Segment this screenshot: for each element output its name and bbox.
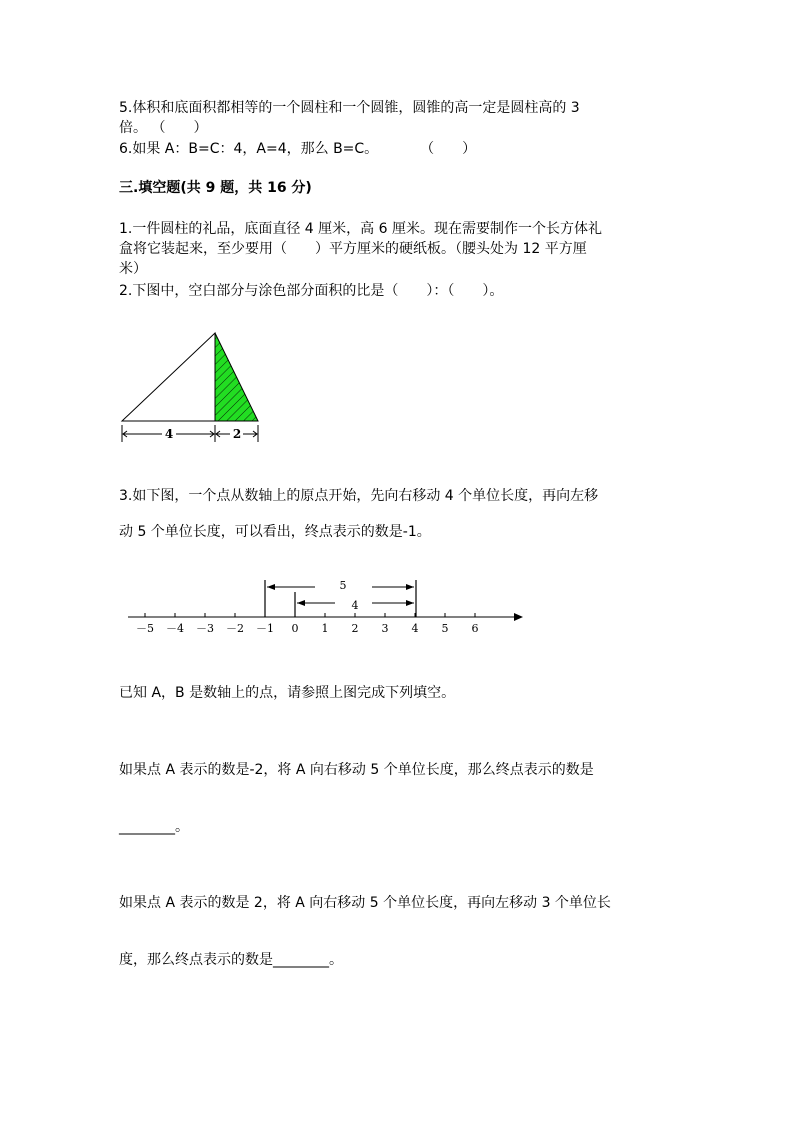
fill-question-2: 2.下图中，空白部分与涂色部分面积的比是（ ）：（ ）。: [119, 283, 504, 299]
sub-question-b-line-1: 如果点 A 表示的数是 2，将 A 向右移动 5 个单位长度，再向左移动 3 个单位长: [119, 895, 611, 911]
tick-label: －1: [256, 622, 274, 635]
fill-question-1-line-3: 米）: [119, 261, 147, 277]
tick-label: －2: [226, 622, 244, 635]
label-4: 4: [164, 427, 174, 441]
triangle-figure: [110, 325, 280, 450]
tick-label: －4: [166, 622, 184, 635]
sub-question-a-line-1: 如果点 A 表示的数是-2，将 A 向右移动 5 个单位长度，那么终点表示的数是: [119, 762, 594, 778]
tick-label: 3: [381, 622, 389, 635]
number-line-figure: [120, 570, 530, 640]
arrow-label-5: 5: [339, 579, 347, 592]
sub-question-a-line-2: ________。: [119, 819, 189, 835]
tick-label: 4: [411, 622, 419, 635]
tick-label: 0: [291, 622, 299, 635]
question-6: 6.如果 A：B=C：4，A=4，那么 B=C。 （ ）: [119, 141, 477, 157]
blank-triangle: [122, 333, 215, 421]
fill-question-3-line-1: 3.如下图，一个点从数轴上的原点开始，先向右移动 4 个单位长度，再向左移: [119, 488, 599, 504]
label-2: 2: [232, 427, 242, 441]
tick-label: －3: [196, 622, 214, 635]
fill-question-3-line-2: 动 5 个单位长度，可以看出，终点表示的数是-1。: [119, 524, 431, 540]
tick-label: 2: [351, 622, 359, 635]
tick-label: －5: [136, 622, 154, 635]
question-5-line-1: 5.体积和底面积都相等的一个圆柱和一个圆锥，圆锥的高一定是圆柱高的 3: [119, 100, 580, 116]
tick-label: 5: [441, 622, 449, 635]
arrow-label-4: 4: [351, 599, 359, 612]
fill-question-1-line-2: 盒将它装起来，至少要用（ ）平方厘米的硬纸板。（腰头处为 12 平方厘: [119, 241, 587, 257]
tick-label: 1: [321, 622, 329, 635]
section-heading: 三.填空题(共 9 题，共 16 分): [119, 180, 312, 196]
fill-question-1-line-1: 1.一件圆柱的礼品，底面直径 4 厘米，高 6 厘米。现在需要制作一个长方体礼: [119, 221, 602, 237]
tick-label: 6: [471, 622, 479, 635]
question-5-line-2: 倍。 （ ）: [119, 120, 208, 136]
shaded-triangle: [215, 333, 258, 421]
sub-question-b-line-2: 度，那么终点表示的数是________。: [119, 952, 343, 968]
known-points-text: 已知 A，B 是数轴上的点，请参照上图完成下列填空。: [119, 685, 456, 701]
